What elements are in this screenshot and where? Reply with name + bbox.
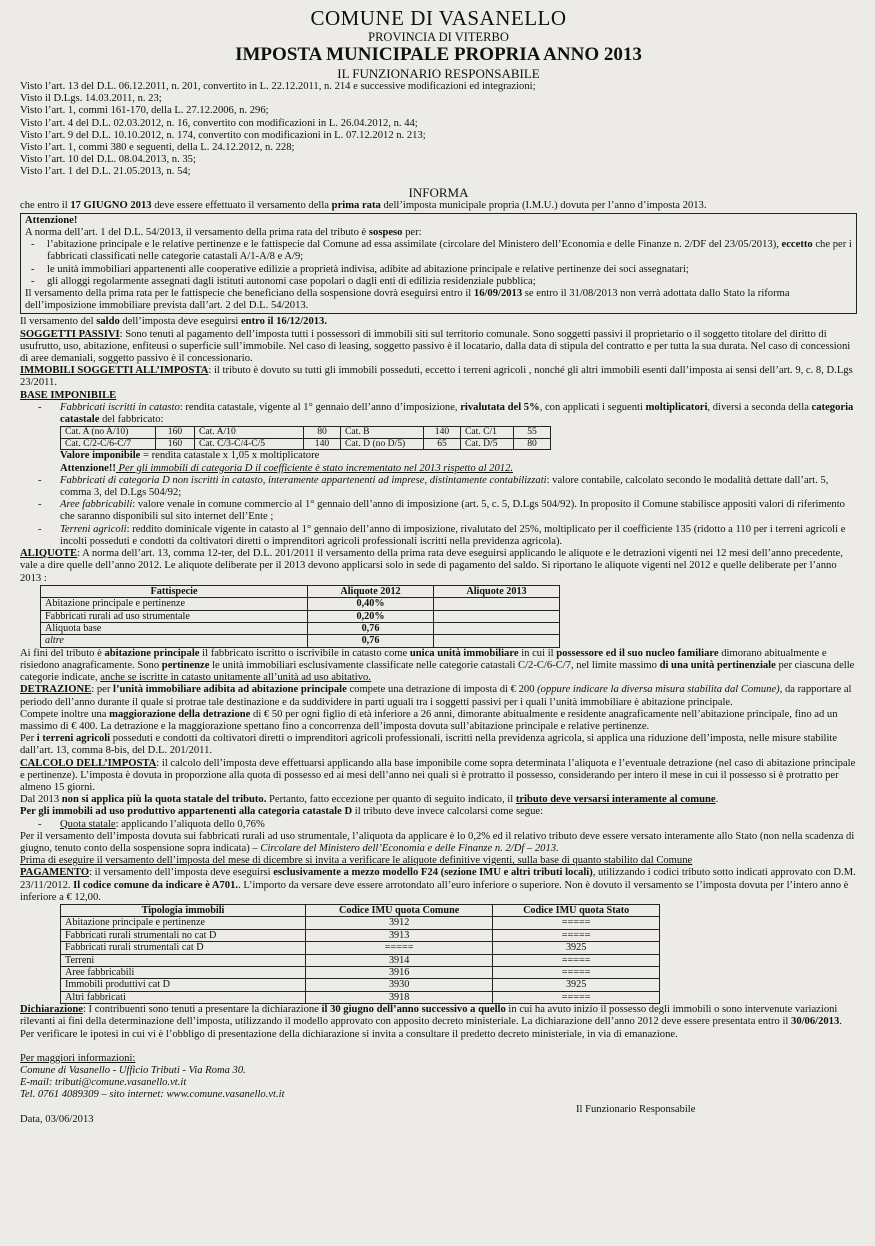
table-cell: ===== [493,929,660,941]
table-cell: 3914 [306,954,493,966]
table-header: Aliquote 2012 [308,585,434,597]
table-cell: Abitazione principale e pertinenze [41,598,308,610]
visto-line: Visto il D.Lgs. 14.03.2011, n. 23; [20,93,162,105]
table-cell: 3930 [306,979,493,991]
detrazione-maggiorazione: Compete inoltre una maggiorazione della detrazione di € 50 per ogni figlio di età inferiore a 26 anni, dimorante abitualmente e residente anagraficamente nell’abitazione principale, fino ad un massimo di € 400. La detrazione e la maggiorazione spettano fino a concorrenza dell’imposta dovuta sull’abitazione principale e relative pertinenze. [20,708,838,732]
attenzione-title: Attenzione! [25,214,78,226]
table-cell: ===== [306,942,493,954]
table-row [61,438,551,450]
table-row [41,622,560,634]
visto-line: Visto l’art. 10 del D.L. 08.04.2013, n. 35; [20,154,196,166]
table-cell: ===== [493,991,660,1003]
pagamento-section: PAGAMENTO: il versamento dell’imposta deve eseguirsi esclusivamente a mezzo modello F24 (sezione IMU e altri tributi locali), utilizzando i codici tributo sotto indicati approvato con D.M. 23/11/2012. Il codice comune da indicare è A701.. L’importo da versare deve essere arrotondato all’euro inferiore o superiore. Non è dovuto il versamento se l’imposta dovuta per l’intero anno è inferiore a € 12,00. [20,867,856,903]
table-cell: 160 [156,427,195,439]
table-cell: Cat. C/2-C/6-C/7 [61,438,156,450]
aliquote-section: ALIQUOTE: A norma dell’art. 13, comma 12-ter, del D.L. 201/2011 il versamento della prima rata deve eseguirsi applicando le aliquote e le detrazioni vigenti nei 12 mesi dell’anno precedente, vale a dire quelle dell’anno 2012. Le aliquote deliberate per il 2013 devono applicarsi solo in sede di pagamento del saldo. Si riportano le aliquote vigenti nel 2012 e quelle deliberate per l’anno 2013 : [20,548,843,584]
codici-table-wrap [20,904,857,1004]
visto-line: Visto l’art. 1, commi 380 e seguenti, della L. 24.12.2012, n. 228; [20,142,295,154]
table-cell: 0,76 [308,635,434,647]
base-item-categoria-d: - Fabbricati di categoria D non iscritti in catasto, interamente appartenenti ad imprese, distintamente contabilizzati: valore contabile, calcolato secondo le modalità dettate dall’art. 5, comma 3, del D.Lgs 504/92; [20,475,857,499]
table-cell: ===== [493,917,660,929]
calcolo-section: CALCOLO DELL’IMPOSTA: il calcolo dell’imposta deve effettuarsi applicando alla base imponibile come sopra determinata l’aliquota e l’eventuale detrazione (nel caso di abitazione principale e pertinenze). L’imposta è dovuta in proporzione alla quota di possesso ed ai mesi dell’anno nei quali si è protratto il possesso, considerando per intero il mese in cui il possesso si è protratto per almeno 15 giorni. [20,757,856,793]
footer-tel: Tel. 0761 4089309 – sito internet: www.comune.vasanello.vt.it [20,1089,285,1101]
moltiplicatori-table [60,426,551,450]
table-cell: 80 [304,427,341,439]
table-cell: Terreni [61,954,306,966]
attenzione-intro: A norma dell’art. 1 del D.L. 54/2013, il versamento della prima rata del tributo è sospeso per: [25,227,422,239]
table-cell [434,622,560,634]
visto-line: Visto l’art. 1, commi 161-170, della L. 27.12.2006, n. 296; [20,105,269,117]
table-header: Tipologia immobili [61,905,306,917]
table-cell: 3918 [306,991,493,1003]
saldo-text: Il versamento del saldo dell’imposta deve eseguirsi entro il 16/12/2013. [20,316,328,328]
table-cell: ===== [493,954,660,966]
table-row [41,598,560,610]
calcolo-categoria-d: Per gli immobili ad uso produttivo appartenenti alla categoria catastale D il tributo deve invece calcolarsi come segue: [20,806,544,818]
base-item-fabbricati: - Fabbricati iscritti in catasto: rendita catastale, vigente al 1° gennaio dell’anno d’imposizione, rivalutata del 5%, con applicati i seguenti moltiplicatori, diversi a seconda della categoria catastale del fabbricato: [20,402,857,426]
informa-heading: INFORMA [408,184,469,200]
table-row [41,610,560,622]
table-cell: Cat. C/1 [461,427,514,439]
footer-email: E-mail: tributi@comune.vasanello.vt.it [20,1077,187,1089]
table-cell: 80 [514,438,551,450]
table-cell: ===== [493,967,660,979]
table-cell: Cat. C/3-C/4-C/5 [195,438,304,450]
table-cell: Aree fabbricabili [61,967,306,979]
table-row [61,979,660,991]
immobili-section: IMMOBILI SOGGETTI ALL’IMPOSTA: il tributo è dovuto su tutti gli immobili posseduti, eccetto i terreni agricoli , nonché gli altri immobili esenti dall’imposta ai sensi dell’art. 9, c. 8, D.Lgs 23/2011. [20,365,853,389]
attenzione-box [20,213,857,315]
table-row [61,954,660,966]
codici-tributo-table [60,904,660,1004]
visto-line: Visto l’art. 4 del D.L. 02.03.2012, n. 16, convertito con modificazioni in L. 26.04.2012, n. 44; [20,117,418,129]
table-header-row [41,585,560,597]
table-cell: 140 [304,438,341,450]
table-row [61,427,551,439]
table-cell: Fabbricati rurali ad uso strumentale [41,610,308,622]
base-attenzione: Attenzione!! Per gli immobili di categoria D il coefficiente è stato incrementato nel 2013 rispetto al 2012. [60,462,514,474]
footer-ufficio: Comune di Vasanello - Ufficio Tributi - Via Roma 30. [20,1065,246,1077]
attenzione-item: - gli alloggi regolarmente assegnati dagli istituti autonomi case popolari o dagli enti di edilizia residenziale pubblica; [25,276,852,288]
valore-imponibile: Valore imponibile = rendita catastale x 1,05 x moltiplicatore [60,450,320,462]
visti-list [20,81,857,179]
table-cell: Cat. B [341,427,424,439]
attenzione-note: Il versamento della prima rata per le fattispecie che beneficiano della sospensione dovrà eseguirsi entro il 16/09/2013 se entro il 31/08/2013 non verrà adottata dallo Stato la riforma dell’imposizione immobiliare prevista dall’art. 2 del D.L. 54/2013. [25,288,790,312]
calcolo-rurali: Per il versamento dell’imposta dovuta sui fabbricati rurali ad uso strumentale, l’aliquota da applicare è lo 0,2% ed il relativo tributo deve essere versato interamente allo Stato (non nella scadenza di giugno, tenuto conto della sospensione sopra indicata) – Circolare del Ministero dell’Economia e delle Finanze n. 2/Df – 2013. [20,830,855,854]
footer-date: Data, 03/06/2013 [20,1113,94,1125]
table-cell: Cat. D/5 [461,438,514,450]
table-cell: Immobili produttivi cat D [61,979,306,991]
table-header: Codice IMU quota Stato [493,905,660,917]
table-cell [434,598,560,610]
provincia-subtitle: PROVINCIA DI VITERBO [368,30,509,44]
table-cell: 3925 [493,979,660,991]
calcolo-quota-statale: Dal 2013 non si applica più la quota statale del tributo. Pertanto, fatto eccezione per quanto di seguito indicato, il tributo deve versarsi interamente al comune. [20,794,719,806]
table-cell [434,635,560,647]
detrazione-terreni: Per i terreni agricoli posseduti e condotti da coltivatori diretti o imprenditori agricoli professionali, iscritti nella previdenza agricola, si applica una riduzione dell’imposta, nelle misure stabilite dall’art. 13, comma 8-bis, del D.L. 201/2011. [20,733,838,757]
table-row [61,929,660,941]
calcolo-quota-item: - Quota statale: applicando l’aliquota dello 0,76% [20,819,857,831]
table-cell: Altri fabbricati [61,991,306,1003]
table-cell: 140 [424,427,461,439]
table-cell: Cat. A (no A/10) [61,427,156,439]
table-header: Fattispecie [41,585,308,597]
soggetti-section: SOGGETTI PASSIVI: Sono tenuti al pagamento dell’imposta tutti i possessori di immobili siti sul territorio comunale. Sono soggetti passivi il proprietario o il soggetto titolare del diritto di usufrutto, uso, abitazione, enfiteusi o superficie sull’immobile. Nel caso di leasing, soggetto passivo è il locatario, dalla data di stipula del contratto e per tutta la sua durata. Nel caso di concessioni di aree demaniali, soggetto passivo è il concessionario. [20,328,851,365]
table-cell: 3916 [306,967,493,979]
table-cell: 160 [156,438,195,450]
attenzione-item: - le unità immobiliari appartenenti alle cooperative edilizie a proprietà indivisa, adibite ad abitazione principale e relative pertinenze dei soci assegnatari; [25,264,852,276]
detrazione-section: DETRAZIONE: per l’unità immobiliare adibita ad abitazione principale compete una detrazione di imposta di € 200 (oppure indicare la diversa misura stabilita dal Comune), da rapportare al periodo dell’anno durante il quale si protrae tale destinazione e da suddividere in parti uguali tra i soggetti passivi per i quali l’unità immobiliare è abitazione principale. [20,684,852,708]
table-cell: 0,20% [308,610,434,622]
table-cell: 0,40% [308,598,434,610]
document-title: IMPOSTA MUNICIPALE PROPRIA ANNO 2013 [235,44,642,65]
abitazione-section: Ai fini del tributo è abitazione principale il fabbricato iscritto o iscrivibile in catasto come unica unità immobiliare in cui il possessore ed il suo nucleo familiare dimorano abitualmente e risiedono anagraficamente. Sono pertinenze le unità immobiliari esclusivamente classificate nelle categorie catastali C/2-C/6-C/7, nel limite massimo di una unità pertinenziale per ciascuna delle categorie indicate, anche se iscritte in catasto unitamente all’unità ad uso abitativo. [20,647,855,684]
table-header: Codice IMU quota Comune [306,905,493,917]
footer-signature: Il Funzionario Responsabile [576,1103,696,1115]
funzionario-heading: IL FUNZIONARIO RESPONSABILE [337,66,540,81]
table-cell: altre [41,635,308,647]
table-cell: 55 [514,427,551,439]
table-cell: Abitazione principale e pertinenze [61,917,306,929]
informa-text: che entro il 17 GIUGNO 2013 deve essere effettuato il versamento della prima rata dell’imposta municipale propria (I.M.U.) dovuta per l’anno d’imposta 2013. [20,199,707,211]
table-header-row [61,905,660,917]
table-cell: Fabbricati rurali strumentali cat D [61,942,306,954]
table-row [61,967,660,979]
table-cell: 65 [424,438,461,450]
base-item-terreni: - Terreni agricoli: reddito dominicale vigente in catasto al 1° gennaio dell’anno di imposizione, rivalutato del 25%, moltiplicato per il coefficiente 135 (ridotto a 110 per i terreni agricoli e incolti posseduti e condotti da coltivatori diretti o imprenditori agricoli professionali iscritti nella previdenza agricola). [20,524,857,548]
visto-line: Visto l’art. 1 del D.L. 21.05.2013, n. 54; [20,166,191,178]
aliquote-table [40,585,560,648]
table-cell: Aliquota base [41,622,308,634]
visto-line: Visto l’art. 13 del D.L. 06.12.2011, n. 201, convertito in L. 22.12.2011, n. 214 e successive modificazioni ed integrazioni; [20,81,536,92]
table-header: Aliquote 2013 [434,585,560,597]
table-cell: 3913 [306,929,493,941]
comune-title: COMUNE DI VASANELLO [310,6,567,30]
attenzione-item: - l’abitazione principale e le relative pertinenze e le fattispecie dal Comune ad essa assimilate (circolare del Ministero dell’Economia e delle Finanze n. 2/DF del 23/05/2013), eccetto che per i fabbricati classificati nelle categorie catastali A/1-A/8 e A/9; [25,239,852,263]
calcolo-invito: Prima di eseguire il versamento dell’imposta del mese di dicembre si invita a verificare le aliquote definitive vigenti, sulla base di quanto stabilito dal Comune [20,855,693,867]
base-item-aree: - Aree fabbricabili: valore venale in comune commercio al 1° gennaio dell’anno di imposizione (art. 5, c. 5, D.Lgs 504/92). In proposito il Comune stabilisce appositi valori di riferimento che saranno disponibili sul sito internet dell’Ente ; [20,499,857,523]
visto-line: Visto l’art. 9 del D.L. 10.10.2012, n. 174, convertito con modificazioni in L. 07.12.2012 n. 213; [20,129,426,141]
table-cell [434,610,560,622]
table-row [61,991,660,1003]
aliquote-table-wrap [20,585,857,648]
table-cell: Cat. D (no D/5) [341,438,424,450]
table-cell: 0,76 [308,622,434,634]
table-row [61,942,660,954]
table-row [61,917,660,929]
moltiplicatori-table-wrap [20,426,857,475]
base-heading: BASE IMPONIBILE [20,389,117,401]
table-cell: Cat. A/10 [195,427,304,439]
table-cell: 3912 [306,917,493,929]
table-row [41,635,560,647]
table-cell: 3925 [493,942,660,954]
dichiarazione-section: Dichiarazione: I contribuenti sono tenuti a presentare la dichiarazione il 30 giugno dell’anno successivo a quello in cui ha avuto inizio il possesso degli immobili o sono intervenute variazioni rilevanti ai fini della determinazione dell’imposta, utilizzando il modello approvato con apposito decreto ministeriale. La dichiarazione dell’anno 2012 deve essere presentata entro il 30/06/2013. Per verificare le ipotesi in cui vi è l’obbligo di presentazione della dichiarazione si invita a consultare il predetto decreto ministeriale, in via di emanazione. [20,1004,842,1040]
table-cell: Fabbricati rurali strumentali no cat D [61,929,306,941]
footer-info-heading: Per maggiori informazioni: [20,1052,136,1064]
